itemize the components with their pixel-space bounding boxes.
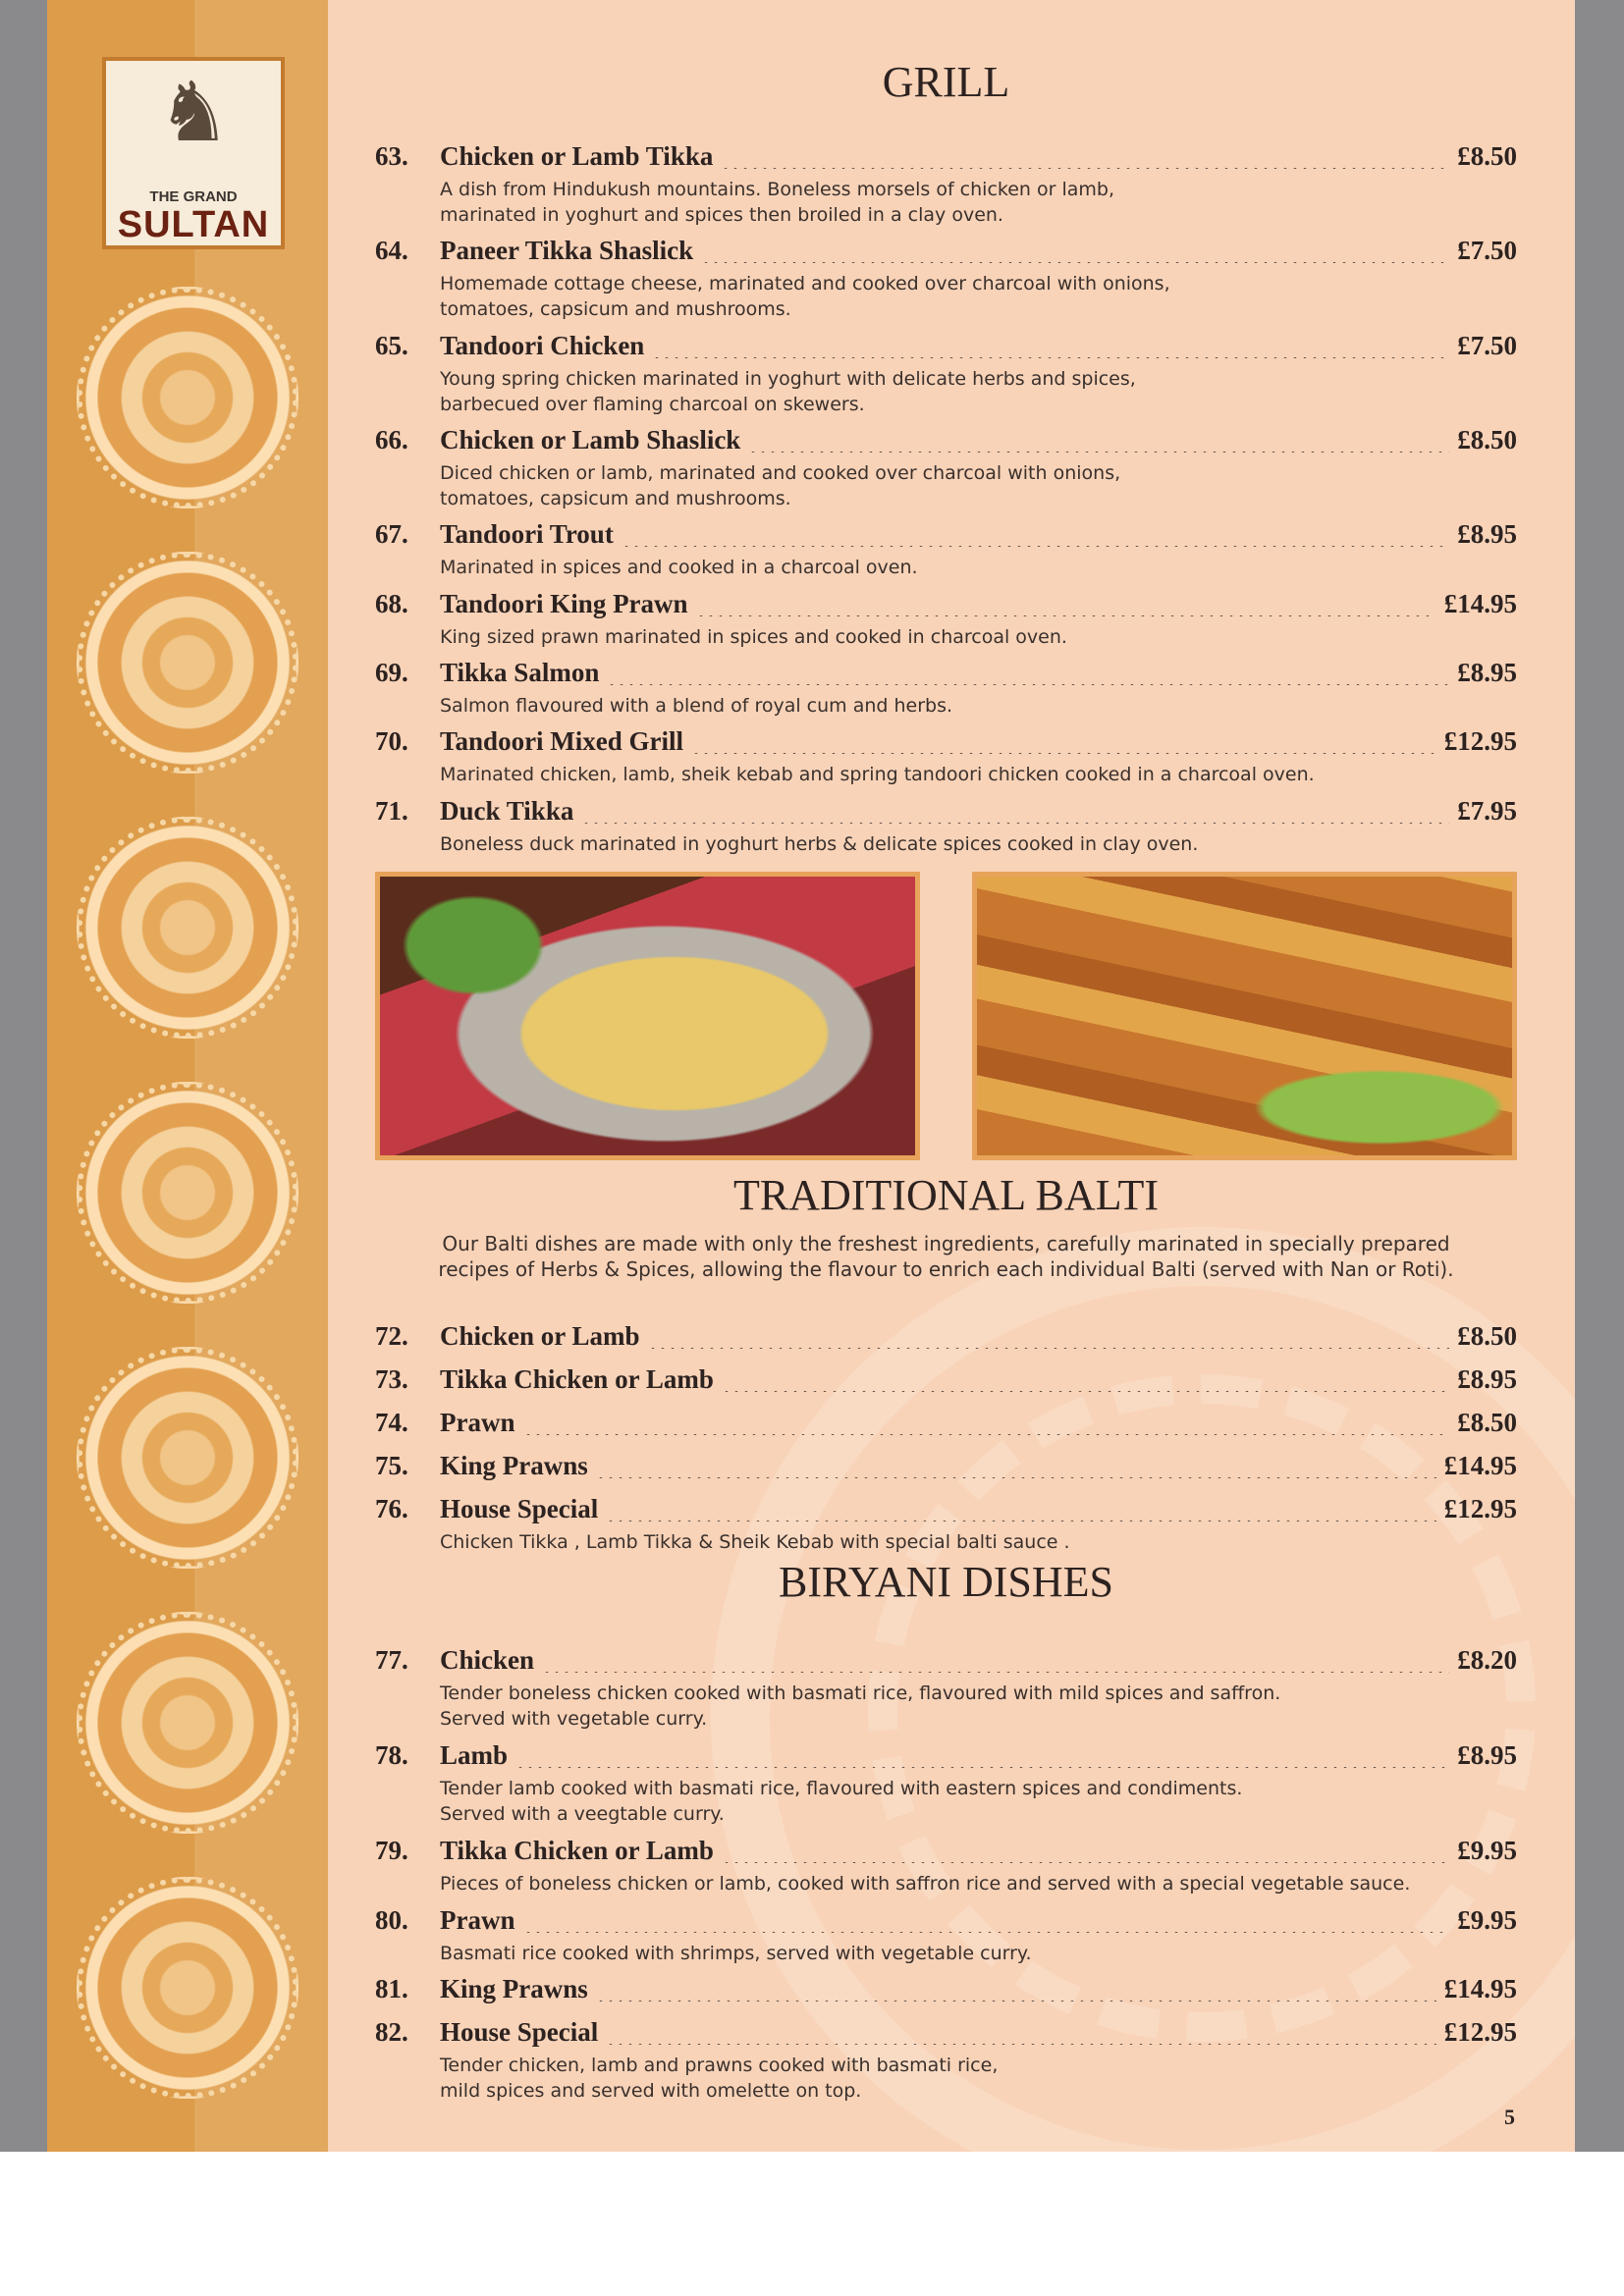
menu-item-description	[440, 2053, 1481, 2104]
menu-item-row	[375, 1740, 1517, 1776]
menu-item-number: 78.	[375, 1740, 408, 1770]
menu-item	[375, 1645, 1517, 1732]
menu-item-row	[375, 796, 1517, 831]
dot-leader	[606, 1496, 1436, 1522]
menu-item-price: £12.95	[1443, 726, 1517, 756]
menu-item-price: £14.95	[1443, 1974, 1517, 2003]
menu-item-row	[375, 1645, 1517, 1681]
logo-line-2: SULTAN	[117, 204, 270, 245]
menu-item-row	[375, 519, 1517, 555]
menu-item-row	[375, 425, 1517, 460]
menu-item-description	[440, 831, 1481, 857]
menu-item-price: £8.95	[1457, 1364, 1517, 1394]
menu-item-price: £8.50	[1457, 1408, 1517, 1437]
description-line: Homemade cottage cheese, marinated and cooked over charcoal with onions,	[440, 273, 1170, 294]
section-title-grill: GRILL	[882, 58, 1010, 106]
mandala-ornament	[77, 552, 298, 774]
description-line: Served with a veegtable curry.	[440, 1803, 725, 1825]
menu-item-row	[375, 1905, 1517, 1941]
mandala-ornament	[77, 817, 298, 1039]
menu-item-price: £7.50	[1457, 331, 1517, 360]
menu-item-number: 82.	[375, 2017, 408, 2047]
menu-item	[375, 726, 1517, 787]
menu-item-description	[440, 1941, 1481, 1966]
menu-item-description	[440, 460, 1481, 511]
menu-item-description	[440, 271, 1481, 322]
sultan-figure-icon: ♞	[157, 68, 232, 159]
menu-item-name: Tandoori Trout	[440, 519, 614, 549]
menu-item	[375, 519, 1517, 580]
dot-leader	[748, 427, 1449, 453]
menu-item-price: £12.95	[1443, 1494, 1517, 1523]
menu-item-name: Prawn	[440, 1408, 515, 1437]
menu-item	[375, 1494, 1517, 1555]
description-line: Tender chicken, lamb and prawns cooked with basmati rice,	[440, 2055, 999, 2076]
menu-item-number: 73.	[375, 1364, 408, 1394]
menu-item-name: Tikka Chicken or Lamb	[440, 1836, 714, 1865]
menu-item-row	[375, 2017, 1517, 2053]
description-line: barbecued over flaming charcoal on skewers.	[440, 394, 865, 415]
menu-item-number: 68.	[375, 589, 408, 618]
menu-item-number: 79.	[375, 1836, 408, 1865]
dot-leader	[607, 660, 1449, 685]
salad-garnish	[1232, 1063, 1517, 1151]
description-line: Young spring chicken marinated in yoghurt with delicate herbs and spices,	[440, 368, 1136, 390]
description-line: Diced chicken or lamb, marinated and cooked over charcoal with onions,	[440, 462, 1121, 484]
dot-leader	[722, 1366, 1449, 1392]
menu-item-row	[375, 726, 1517, 762]
balti-intro	[395, 1231, 1497, 1282]
menu-item-description	[440, 1776, 1481, 1827]
description-line: Tender lamb cooked with basmati rice, flavoured with eastern spices and condiments.	[440, 1778, 1243, 1799]
mandala-ornament	[77, 1347, 298, 1569]
menu-item-row	[375, 236, 1517, 271]
menu-item-row	[375, 331, 1517, 366]
dot-leader	[648, 1323, 1449, 1349]
menu-item-price: £9.95	[1457, 1905, 1517, 1935]
dot-leader	[596, 1453, 1436, 1478]
menu-item-name: King Prawns	[440, 1451, 588, 1480]
description-line: Chicken Tikka , Lamb Tikka & Sheik Kebab with special balti sauce .	[440, 1531, 1070, 1553]
menu-item-price: £8.20	[1457, 1645, 1517, 1675]
menu-item	[375, 1321, 1517, 1357]
menu-item-number: 74.	[375, 1408, 408, 1437]
description-line: Pieces of boneless chicken or lamb, cooked with saffron rice and served with a special vegetable sauce.	[440, 1873, 1411, 1895]
dot-leader	[523, 1410, 1449, 1435]
menu-item	[375, 1364, 1517, 1400]
menu-item-row	[375, 658, 1517, 693]
menu-item	[375, 1836, 1517, 1896]
mandala-ornament	[77, 1082, 298, 1304]
menu-item-row	[375, 1364, 1517, 1400]
menu-item-name: Chicken or Lamb Tikka	[440, 141, 714, 171]
menu-item-number: 71.	[375, 796, 408, 826]
dot-leader	[722, 1838, 1449, 1863]
menu-item-row	[375, 589, 1517, 624]
menu-item-price: £8.50	[1457, 1321, 1517, 1351]
menu-item-description	[440, 1681, 1481, 1732]
menu-item-name: House Special	[440, 1494, 599, 1523]
menu-item-price: £8.50	[1457, 141, 1517, 171]
menu-item	[375, 331, 1517, 417]
menu-item-number: 72.	[375, 1321, 408, 1351]
menu-item-price: £8.95	[1457, 1740, 1517, 1770]
menu-item-name: Tandoori King Prawn	[440, 589, 688, 618]
menu-item	[375, 1974, 1517, 2009]
dot-leader	[581, 798, 1449, 824]
mandala-ornament	[77, 1612, 298, 1834]
menu-item-name: House Special	[440, 2017, 599, 2047]
menu-item-name: Tandoori Chicken	[440, 331, 645, 360]
menu-item-description	[440, 177, 1481, 228]
menu-item-description	[440, 1871, 1481, 1896]
menu-item-row	[375, 1974, 1517, 2009]
menu-item-price: £8.50	[1457, 425, 1517, 454]
menu-item-price: £7.50	[1457, 236, 1517, 265]
menu-item-name: Chicken or Lamb	[440, 1321, 640, 1351]
herb-garnish	[390, 886, 557, 1004]
description-line: Marinated chicken, lamb, sheik kebab and spring tandoori chicken cooked in a charcoal oven.	[440, 764, 1315, 785]
mandala-ornament	[77, 1877, 298, 2099]
description-line: tomatoes, capsicum and mushrooms.	[440, 298, 791, 320]
description-line: Marinated in spices and cooked in a charcoal oven.	[440, 557, 918, 578]
menu-item-number: 75.	[375, 1451, 408, 1480]
menu-item	[375, 1740, 1517, 1827]
menu-item-number: 76.	[375, 1494, 408, 1523]
menu-item-row	[375, 1836, 1517, 1871]
menu-item-number: 77.	[375, 1645, 408, 1675]
menu-item-description	[440, 762, 1481, 787]
menu-item-name: Chicken	[440, 1645, 535, 1675]
dot-leader	[606, 2019, 1436, 2045]
menu-item-name: Tikka Salmon	[440, 658, 600, 687]
logo-line-1: THE GRAND	[149, 188, 238, 205]
page-number: 5	[1504, 2105, 1515, 2129]
menu-item-row	[375, 1451, 1517, 1486]
dot-leader	[721, 143, 1449, 169]
menu-item-row	[375, 1321, 1517, 1357]
menu-item-number: 67.	[375, 519, 408, 549]
description-line: Tender boneless chicken cooked with basmati rice, flavoured with mild spices and saffron.	[440, 1682, 1281, 1704]
menu-item-name: Duck Tikka	[440, 796, 574, 826]
menu-item-name: King Prawns	[440, 1974, 588, 2003]
menu-item-price: £12.95	[1443, 2017, 1517, 2047]
menu-item-name: Paneer Tikka Shaslick	[440, 236, 694, 265]
dot-leader	[523, 1907, 1449, 1933]
balti-intro-line: recipes of Herbs & Spices, allowing the flavour to enrich each individual Balti (served with Nan or Roti).	[438, 1257, 1454, 1281]
menu-item	[375, 141, 1517, 228]
description-line: A dish from Hindukush mountains. Boneless morsels of chicken or lamb,	[440, 179, 1114, 200]
menu-item-price: £7.95	[1457, 796, 1517, 826]
menu-item	[375, 2017, 1517, 2104]
menu-item-description	[440, 366, 1481, 417]
menu-item-number: 63.	[375, 141, 408, 171]
menu-item	[375, 425, 1517, 511]
menu-item-price: £14.95	[1443, 1451, 1517, 1480]
restaurant-logo	[102, 57, 285, 249]
menu-item	[375, 796, 1517, 857]
dot-leader	[596, 1976, 1436, 2002]
menu-item-description	[440, 693, 1481, 719]
menu-item-row	[375, 1408, 1517, 1443]
description-line: mild spices and served with omelette on top.	[440, 2080, 862, 2102]
menu-item-number: 64.	[375, 236, 408, 265]
menu-item-name: Chicken or Lamb Shaslick	[440, 425, 741, 454]
menu-item-description	[440, 624, 1481, 650]
description-line: tomatoes, capsicum and mushrooms.	[440, 488, 791, 509]
menu-item-number: 70.	[375, 726, 408, 756]
biryani-photo	[375, 872, 920, 1160]
description-line: marinated in yoghurt and spices then broiled in a clay oven.	[440, 204, 1003, 226]
menu-item-row	[375, 1494, 1517, 1529]
section-title-balti: TRADITIONAL BALTI	[732, 1171, 1160, 1219]
dot-leader	[701, 238, 1449, 263]
menu-item	[375, 589, 1517, 650]
menu-item	[375, 1905, 1517, 1966]
menu-item-price: £8.95	[1457, 519, 1517, 549]
menu-item-description	[440, 555, 1481, 580]
menu-item	[375, 658, 1517, 719]
menu-item-name: Tikka Chicken or Lamb	[440, 1364, 714, 1394]
description-line: King sized prawn marinated in spices and cooked in charcoal oven.	[440, 626, 1067, 648]
kebab-photo	[972, 872, 1517, 1160]
menu-item-name: Tandoori Mixed Grill	[440, 726, 684, 756]
dot-leader	[622, 521, 1449, 547]
dot-leader	[696, 591, 1436, 616]
balti-intro-line: Our Balti dishes are made with only the freshest ingredients, carefully marinated in specially prepared	[442, 1232, 1450, 1255]
menu-item-number: 80.	[375, 1905, 408, 1935]
description-line: Basmati rice cooked with shrimps, served with vegetable curry.	[440, 1943, 1032, 1964]
description-line: Salmon flavoured with a blend of royal cum and herbs.	[440, 695, 953, 717]
dot-leader	[515, 1742, 1449, 1768]
menu-item	[375, 236, 1517, 322]
menu-item-description	[440, 1529, 1481, 1555]
menu-item-row	[375, 141, 1517, 177]
description-line: Served with vegetable curry.	[440, 1708, 708, 1730]
dot-leader	[691, 728, 1436, 754]
menu-item-number: 66.	[375, 425, 408, 454]
dot-leader	[542, 1647, 1449, 1673]
mandala-ornament	[77, 287, 298, 508]
menu-item-name: Lamb	[440, 1740, 509, 1770]
menu-item-name: Prawn	[440, 1905, 515, 1935]
dot-leader	[652, 333, 1449, 358]
menu-item-number: 65.	[375, 331, 408, 360]
menu-item-price: £14.95	[1443, 589, 1517, 618]
menu-item-price: £9.95	[1457, 1836, 1517, 1865]
description-line: Boneless duck marinated in yoghurt herbs & delicate spices cooked in clay oven.	[440, 833, 1199, 855]
menu-item	[375, 1408, 1517, 1443]
decorative-side-strip	[47, 0, 328, 2152]
menu-item-price: £8.95	[1457, 658, 1517, 687]
menu-item	[375, 1451, 1517, 1486]
menu-item-number: 69.	[375, 658, 408, 687]
section-title-biryani: BIRYANI DISHES	[778, 1558, 1114, 1606]
menu-item-number: 81.	[375, 1974, 408, 2003]
